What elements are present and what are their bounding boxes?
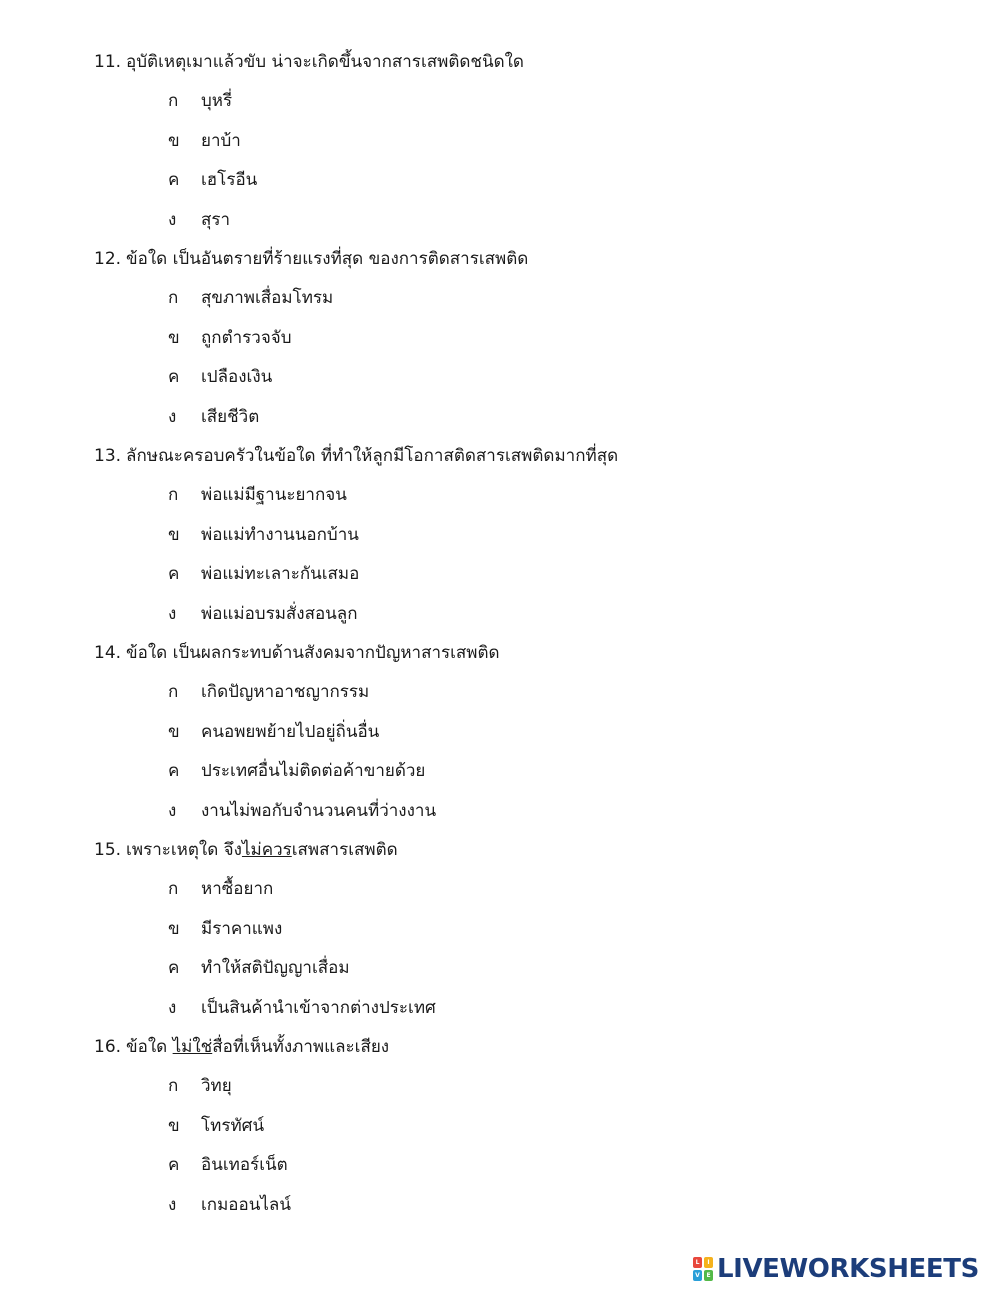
- question-text-after: เสพสารเสพติด: [291, 840, 398, 860]
- logo-mark-tile: L: [693, 1257, 702, 1268]
- question-13-options: [94, 481, 954, 627]
- question-16: [94, 1033, 954, 1219]
- option-item[interactable]: [94, 363, 954, 391]
- logo-text: LIVEWORKSHEETS: [717, 1254, 979, 1284]
- option-item[interactable]: [94, 403, 954, 431]
- option-item[interactable]: [94, 206, 954, 234]
- option-text: ทำให้สติปัญญาเสื่อม: [201, 958, 350, 979]
- option-text: พ่อแม่มีฐานะยากจน: [201, 485, 347, 506]
- question-number: 15.: [94, 840, 122, 860]
- option-text: งานไม่พอกับจำนวนคนที่ว่างงาน: [201, 800, 437, 821]
- option-letter: ง: [168, 603, 177, 624]
- question-13-prompt: [94, 442, 954, 470]
- option-text: เกิดปัญหาอาชญากรรม: [201, 682, 370, 703]
- option-item[interactable]: [94, 1072, 954, 1100]
- option-text: อินเทอร์เน็ต: [201, 1155, 288, 1176]
- option-item[interactable]: [94, 1112, 954, 1140]
- option-item[interactable]: [94, 1151, 954, 1179]
- question-12-prompt: [94, 245, 954, 273]
- question-text: อุบัติเหตุเมาแล้วขับ น่าจะเกิดขึ้นจากสารเสพติดชนิดใด: [126, 52, 524, 72]
- option-item[interactable]: [94, 915, 954, 943]
- option-letter: ค: [168, 367, 180, 388]
- question-text: ลักษณะครอบครัวในข้อใด ที่ทำให้ลูกมีโอกาสติดสารเสพติดมากที่สุด: [126, 446, 619, 466]
- question-text-before: เพราะเหตุใด จึง: [126, 840, 242, 860]
- option-letter: ง: [168, 1194, 177, 1215]
- option-text: พ่อแม่ทำงานนอกบ้าน: [201, 524, 359, 545]
- question-11-prompt: [94, 48, 954, 76]
- option-text: สุรา: [201, 209, 231, 230]
- option-item[interactable]: [94, 954, 954, 982]
- option-letter: ข: [168, 130, 180, 151]
- option-text: คนอพยพย้ายไปอยู่ถิ่นอื่น: [201, 721, 380, 742]
- option-item[interactable]: [94, 994, 954, 1022]
- option-letter: ก: [168, 682, 179, 703]
- question-number: 14.: [94, 643, 122, 663]
- question-15-options: [94, 875, 954, 1021]
- option-text: เฮโรอีน: [201, 170, 258, 191]
- question-11: [94, 48, 954, 234]
- option-item[interactable]: [94, 875, 954, 903]
- question-number: 11.: [94, 52, 122, 72]
- question-13: [94, 442, 954, 628]
- option-text: สุขภาพเสื่อมโทรม: [201, 288, 334, 309]
- option-letter: ค: [168, 564, 180, 585]
- question-text-emphasis: ไม่ใช่: [172, 1037, 213, 1057]
- question-text-emphasis: ไม่ควร: [241, 840, 292, 860]
- question-16-options: [94, 1072, 954, 1218]
- option-item[interactable]: [94, 678, 954, 706]
- question-text: ข้อใด เป็นผลกระทบด้านสังคมจากปัญหาสารเสพติด: [126, 643, 500, 663]
- question-text: [126, 840, 398, 860]
- question-text: ข้อใด เป็นอันตรายที่ร้ายแรงที่สุด ของการติดสารเสพติด: [126, 249, 529, 269]
- option-letter: ค: [168, 761, 180, 782]
- question-number: 13.: [94, 446, 122, 466]
- option-text: เสียชีวิต: [201, 406, 260, 427]
- option-letter: ค: [168, 1155, 180, 1176]
- question-14-prompt: [94, 639, 954, 667]
- liveworksheets-logo-icon: [693, 1257, 713, 1281]
- option-letter: ก: [168, 879, 179, 900]
- option-text: ยาบ้า: [201, 130, 241, 151]
- option-item[interactable]: [94, 127, 954, 155]
- option-text: มีราคาแพง: [201, 918, 283, 939]
- option-letter: ง: [168, 800, 177, 821]
- option-letter: ข: [168, 1115, 180, 1136]
- option-letter: ง: [168, 997, 177, 1018]
- option-text: ถูกตำรวจจับ: [201, 327, 292, 348]
- question-number: 16.: [94, 1037, 122, 1057]
- option-letter: ข: [168, 721, 180, 742]
- question-14: [94, 639, 954, 825]
- option-letter: ข: [168, 918, 180, 939]
- liveworksheets-logo: [693, 1252, 979, 1286]
- option-item[interactable]: [94, 600, 954, 628]
- logo-mark-tile: I: [704, 1257, 713, 1268]
- option-text: โทรทัศน์: [201, 1115, 265, 1136]
- option-item[interactable]: [94, 324, 954, 352]
- option-item[interactable]: [94, 718, 954, 746]
- question-12: [94, 245, 954, 431]
- question-15-prompt: [94, 836, 954, 864]
- option-letter: ข: [168, 524, 180, 545]
- option-letter: ก: [168, 485, 179, 506]
- option-letter: ง: [168, 406, 177, 427]
- option-text: บุหรี่: [201, 91, 233, 112]
- option-item[interactable]: [94, 166, 954, 194]
- option-text: เปลืองเงิน: [201, 367, 273, 388]
- option-text: เกมออนไลน์: [201, 1194, 291, 1215]
- option-item[interactable]: [94, 560, 954, 588]
- option-letter: ก: [168, 91, 179, 112]
- logo-mark-tile: V: [693, 1270, 702, 1281]
- question-16-prompt: [94, 1033, 954, 1061]
- option-item[interactable]: [94, 87, 954, 115]
- question-text-after: สื่อที่เห็นทั้งภาพและเสียง: [212, 1037, 390, 1057]
- option-text: พ่อแม่ทะเลาะกันเสมอ: [201, 564, 360, 585]
- question-number: 12.: [94, 249, 122, 269]
- option-text: วิทยุ: [201, 1076, 232, 1097]
- option-letter: ง: [168, 209, 177, 230]
- option-text: พ่อแม่อบรมสั่งสอนลูก: [201, 603, 358, 624]
- question-14-options: [94, 678, 954, 824]
- option-letter: ค: [168, 170, 180, 191]
- question-12-options: [94, 284, 954, 430]
- option-letter: ข: [168, 327, 180, 348]
- option-item[interactable]: [94, 521, 954, 549]
- logo-mark-tile: E: [704, 1270, 713, 1281]
- option-text: หาซื้อยาก: [201, 879, 274, 900]
- question-text: [126, 1037, 389, 1057]
- option-item[interactable]: [94, 797, 954, 825]
- question-text-before: ข้อใด: [126, 1037, 173, 1057]
- option-item[interactable]: [94, 1191, 954, 1219]
- option-letter: ก: [168, 288, 179, 309]
- option-text: ประเทศอื่นไม่ติดต่อค้าขายด้วย: [201, 761, 426, 782]
- question-11-options: [94, 87, 954, 233]
- option-item[interactable]: [94, 481, 954, 509]
- option-letter: ค: [168, 958, 180, 979]
- question-15: [94, 836, 954, 1022]
- option-item[interactable]: [94, 284, 954, 312]
- option-item[interactable]: [94, 757, 954, 785]
- option-letter: ก: [168, 1076, 179, 1097]
- option-text: เป็นสินค้านำเข้าจากต่างประเทศ: [201, 997, 436, 1018]
